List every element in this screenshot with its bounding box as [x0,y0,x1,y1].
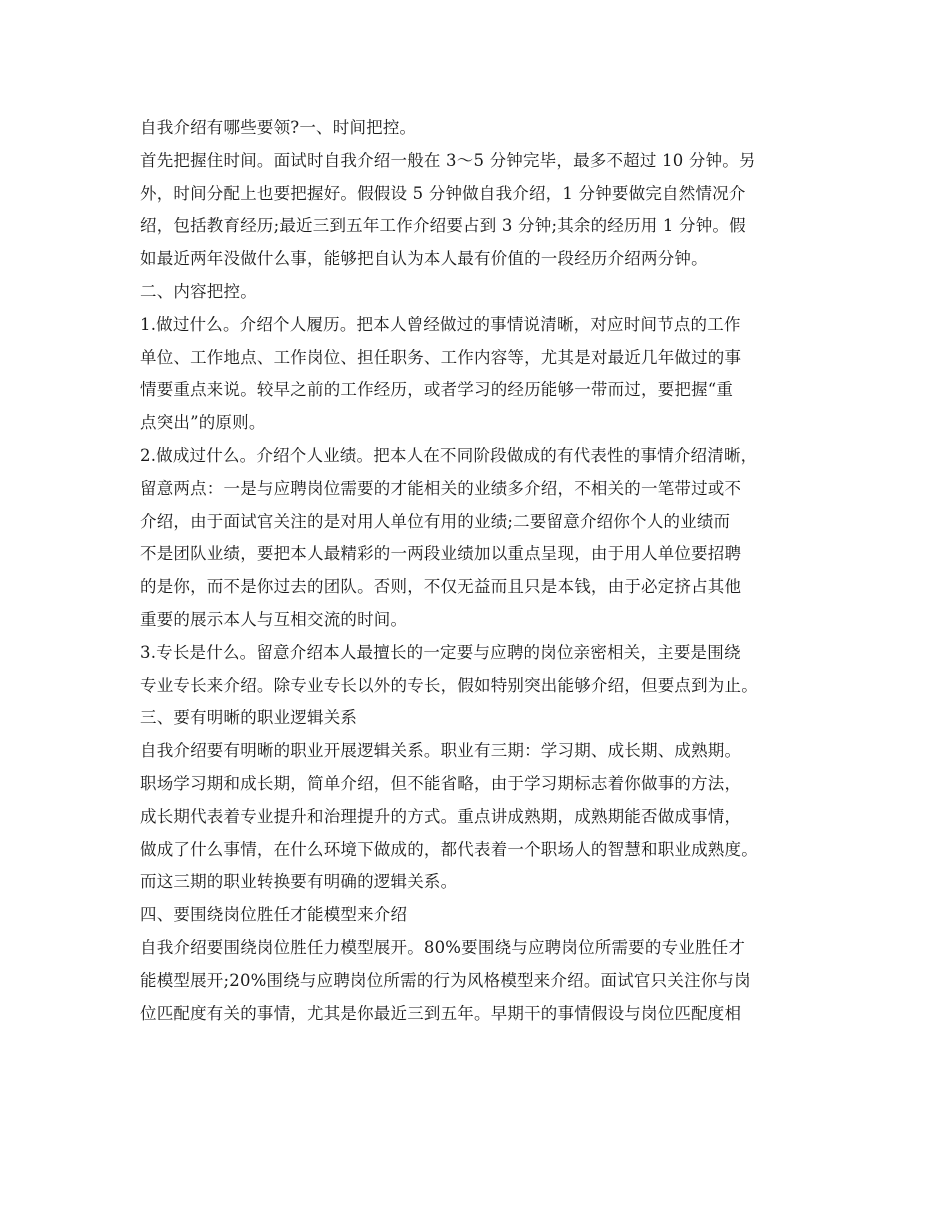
text-line: 重要的展示本人与互相交流的时间。 [140,609,408,629]
text-line: 不是团队业绩，要把本人最精彩的一两段业绩加以重点呈现，由于用人单位要招聘 [140,544,742,564]
text-line: 外，时间分配上也要把握好。假假设 5 分钟做自我介绍，1 分钟要做完自然情况介 [140,183,746,203]
text-line: 绍，包括教育经历;最近三到五年工作介绍要占到 3 分钟;其余的经历用 1 分钟。假 [140,216,746,236]
text-line: 位匹配度有关的事情，尤其是你最近三到五年。早期干的事情假设与岗位匹配度相 [140,1003,742,1023]
text-line: 自我介绍要围绕岗位胜任力模型展开。80%要围绕与应聘岗位所需要的专业胜任才 [140,937,746,957]
text-line: 做成了什么事情，在什么环境下做成的，都代表着一个职场人的智慧和职业成熟度。 [140,839,758,859]
text-line: 情要重点来说。较早之前的工作经历，或者学习的经历能够一带而过，要把握“重 [140,380,734,400]
text-line: 2.做成过什么。介绍个人业绩。把本人在不同阶段做成的有代表性的事情介绍清晰， [140,445,758,465]
text-line: 1.做过什么。介绍个人履历。把本人曾经做过的事情说清晰，对应时间节点的工作 [140,314,741,334]
text-line: 留意两点：一是与应聘岗位需要的才能相关的业绩多介绍，不相关的一笔带过或不 [140,478,742,498]
text-line: 职场学习期和成长期，简单介绍，但不能省略，由于学习期标志着你做事的方法， [140,773,742,793]
section-heading: 四、要围绕岗位胜任才能模型来介绍 [140,905,408,925]
document-body [140,112,830,1030]
text-line: 能模型展开;20%围绕与应聘岗位所需的行为风格模型来介绍。面试官只关注你与岗 [140,970,751,990]
text-line: 介绍，由于面试官关注的是对用人单位有用的业绩;二要留意介绍你个人的业绩而 [140,511,731,531]
text-line: 而这三期的职业转换要有明确的逻辑关系。 [140,872,458,892]
text-line: 专业专长来介绍。除专业专长以外的专长，假如特别突出能够介绍，但要点到为止。 [140,675,758,695]
text-line: 3.专长是什么。留意介绍本人最擅长的一定要与应聘的岗位亲密相关，主要是围绕 [140,642,741,662]
section-heading: 三、要有明晰的职业逻辑关系 [140,708,358,728]
text-line: 单位、工作地点、工作岗位、担任职务、工作内容等，尤其是对最近几年做过的事 [140,347,742,367]
text-line: 如最近两年没做什么事，能够把自认为本人最有价值的一段经历介绍两分钟。 [140,249,708,269]
text-line: 成长期代表着专业提升和治理提升的方式。重点讲成熟期，成熟期能否做成事情， [140,806,742,826]
text-line: 自我介绍要有明晰的职业开展逻辑关系。职业有三期：学习期、成长期、成熟期。 [140,741,742,761]
text-line: 首先把握住时间。面试时自我介绍一般在 3～5 分钟完毕，最多不超过 10 分钟。另 [140,150,756,170]
text-line: 的是你，而不是你过去的团队。否则，不仅无益而且只是本钱，由于必定挤占其他 [140,577,742,597]
text-line: 点突出”的原则。 [140,413,266,433]
text-line: 自我介绍有哪些要领?一、时间把控。 [140,118,417,137]
section-heading: 二、内容把控。 [140,281,257,301]
